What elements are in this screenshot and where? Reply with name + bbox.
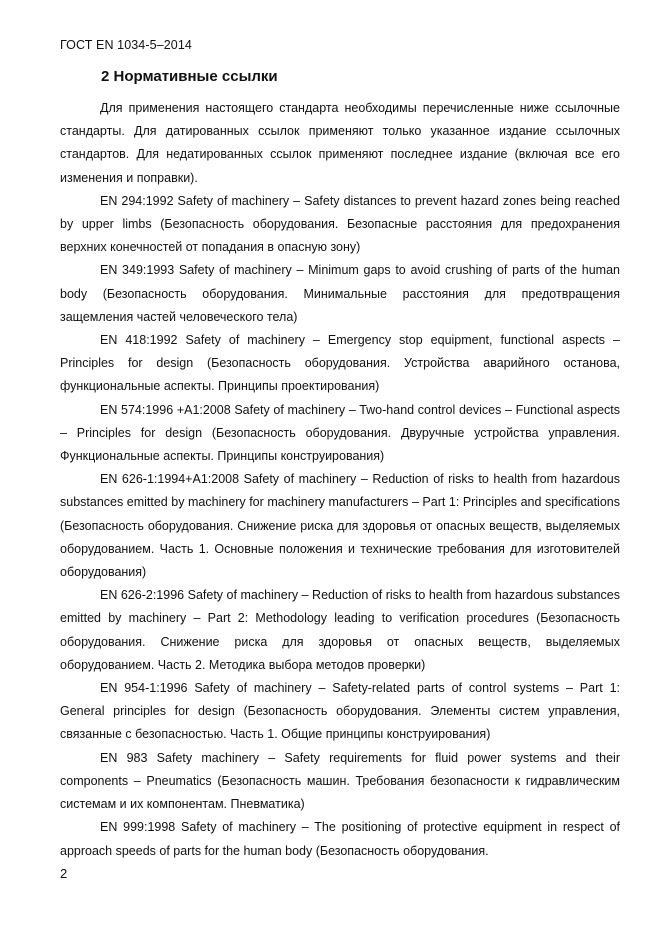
paragraph-en-294: EN 294:1992 Safety of machinery – Safety distances to prevent hazard zones being reached by upper limbs (Безопасность оборудования. Безопасные расстояния для предохранения верхних конечностей от попадания в опасную зону) [60,193,620,255]
page-header: ГОСТ EN 1034-5–2014 [60,38,192,52]
paragraph-en-418: EN 418:1992 Safety of machinery – Emergency stop equipment, functional aspects – Principles for design (Безопасность оборудования. Устройства аварийного останова, функциональные аспекты. Принципы проектирования) [60,333,620,394]
paragraph-en-574: EN 574:1996 +A1:2008 Safety of machinery – Two-hand control devices – Functional aspects – Principles for design (Безопасность оборудования. Двуручные устройства управления. Функциональные аспекты. Принципы конструирования) [60,402,620,464]
paragraph-intro: Для применения настоящего стандарта необходимы перечисленные ниже ссылочные стандарты. Для датированных ссылок применяют только указанное издание ссылочных стандартов. Для недатированных ссылок применяют последнее издание (включая все его изменения и поправки). [60,101,620,185]
paragraph-en-349: EN 349:1993 Safety of machinery – Minimum gaps to avoid crushing of parts of the human body (Безопасность оборудования. Минимальные расстояния для предотвращения защемления частей человеческого тела) [60,263,620,324]
paragraph-en-954-1: EN 954-1:1996 Safety of machinery – Safety-related parts of control systems – Part 1: General principles for design (Безопасность оборудования. Элементы систем управления, связанные с безопасностью. Часть 1. Общие принципы конструирования) [60,681,620,742]
body-text [60,97,620,863]
section-title: 2 Нормативные ссылки [101,68,278,85]
paragraph-en-626-1: EN 626-1:1994+A1:2008 Safety of machinery – Reduction of risks to health from hazardous substances emitted by machinery for machinery manufacturers – Part 1: Principles and specifications (Безопасность оборудования. Снижение риска для здоровья от опасных веществ, выделяемых оборудованием. Часть 1. Основные положения и технические требования для изготовителей оборудования) [60,472,620,580]
paragraph-en-999: EN 999:1998 Safety of machinery – The positioning of protective equipment in respect of approach speeds of parts for the human body (Безопасность оборудования. [60,820,620,858]
paragraph-en-626-2: EN 626-2:1996 Safety of machinery – Reduction of risks to health from hazardous substances emitted by machinery – Part 2: Methodology leading to verification procedures (Безопасность оборудования. Снижение риска для здоровья от опасных веществ, выделяемых оборудованием. Часть 2. Методика выбора методов проверки) [60,588,620,672]
page-number: 2 [60,866,68,881]
paragraph-en-983: EN 983 Safety machinery – Safety requirements for fluid power systems and their components – Pneumatics (Безопасность машин. Требования безопасности к гидравлическим системам и их компонентам. Пневматика) [60,750,620,812]
